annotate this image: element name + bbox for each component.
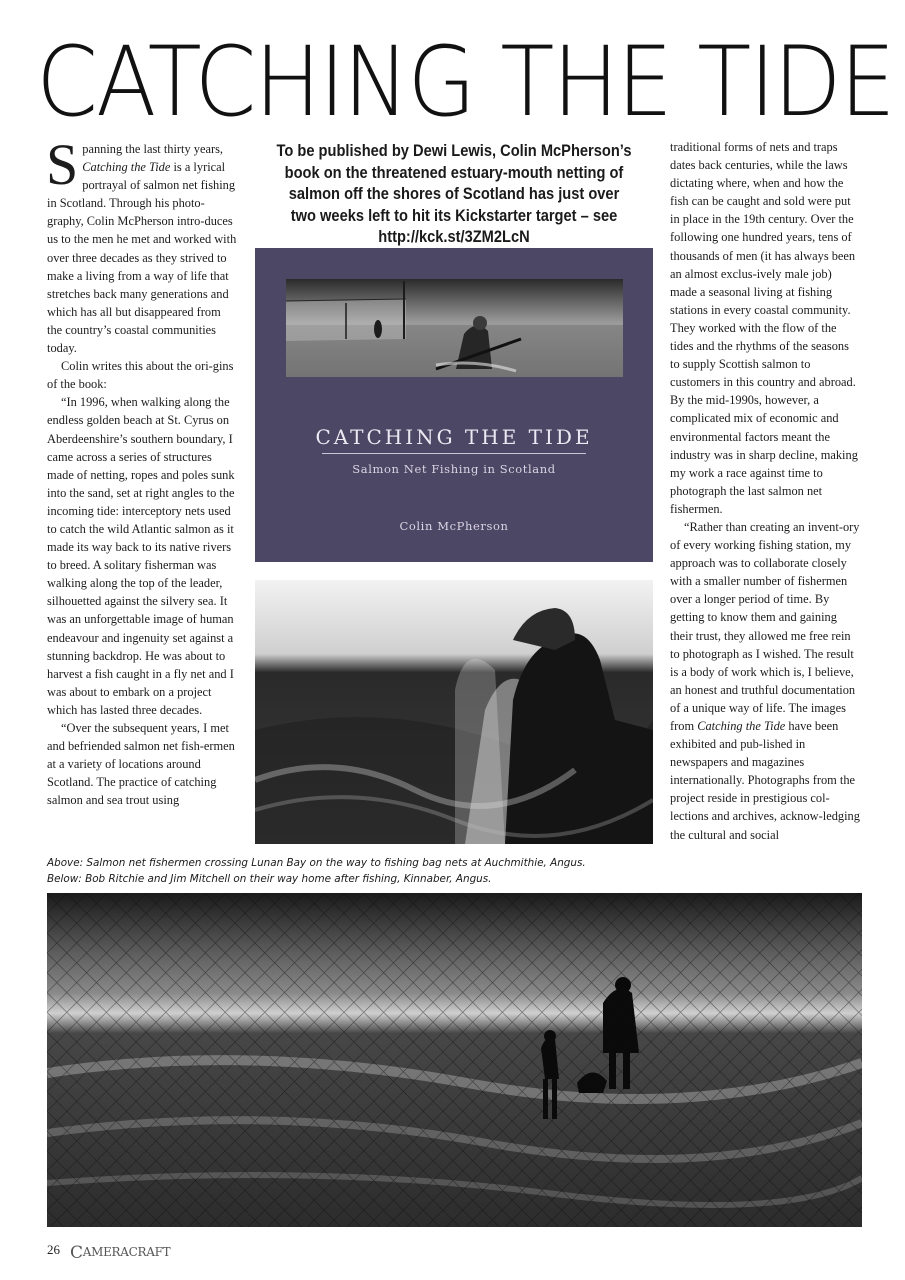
book-cover [255, 248, 653, 562]
paragraph-text: is a lyrical portrayal of salmon net fishing in Scotland. Through his photo-graphy, Colin McPherson intro-duces us to the men he met and worked with over three decades as they strived to make a living from a way of life that stretches back many generations and which has all but disappeared from the country’s coastal communities today. [47, 160, 237, 356]
caption-below: Below: Bob Ritchie and Jim Mitchell on their way home after fishing, Kinnaber, Angus. [47, 873, 492, 885]
photo-fishermen-kinnaber [47, 893, 862, 1227]
cover-author: Colin McPherson [399, 519, 509, 533]
cover-photo [286, 279, 623, 377]
cover-subtitle: Salmon Net Fishing in Scotland [352, 462, 556, 476]
paragraph: traditional forms of nets and traps dates back centuries, while the laws dictating where, when and how the fish can be caught and sold were put in place in the 19th century. Over the following one hundred years, tens of thousands of men (it has always been an almost exclus-ively male job) made a seasonal living at fishing stations in every coastal community. They worked with the flow of the tides and the rhythms of the seasons to supply Scottish salmon to customers in this country and abroad. By the mid-1990s, however, a complicated mix of economic and environmental factors meant the industry was in sharp decline, making my work a race against time to photograph the last salmon net fishermen. [670, 140, 858, 516]
paragraph-text: have been exhibited and pub-lished in newspapers and magazines internationally. Photographs from the project reside in prestigious col-lections and archives, acknow-ledging the cultural and social [670, 719, 860, 842]
logo-initial: C [70, 1243, 83, 1263]
book-title-italic: Catching the Tide [697, 719, 786, 733]
lead-text: panning the last thirty years, [82, 142, 224, 156]
paragraph: “In 1996, when walking along the endless golden beach at St. Cyrus on Aberdeenshire’s southern boundary, I came across a series of structures made of netting, ropes and poles sunk into the sand, set at right angles to the incoming tide: interceptory nets used to catch the wild Atlantic salmon as it made its way back to its native rivers to breed. A solitary fisherman was walking along the top of the leader, silhouetted against the silvery sea. It was an unforgettable image of human endeavour and ingenuity set against a stunning backdrop. He was about to harvest a fish caught in a fly net and I was about to embark on a project which has lasted three decades. [47, 395, 235, 717]
headline: CATCHING THE TIDE [36, 26, 894, 138]
standfirst: To be published by Dewi Lewis, Colin McPherson’s book on the threatened estuary-mouth netting of salmon off the shores of Scotland has just over two weeks left to hit its Kickstarter target – see http://kck.st/3ZM2LcN [276, 142, 632, 246]
drop-cap: S [46, 132, 79, 197]
paragraph: “Over the subsequent years, I met and befriended salmon net fish-ermen at a variety of locations around Scotland. The practice of catching salmon and sea trout using [47, 721, 235, 808]
cover-divider [322, 453, 586, 454]
paragraph: Colin writes this about the ori-gins of the book: [47, 359, 234, 392]
caption-above: Above: Salmon net fishermen crossing Lunan Bay on the way to fishing bag nets at Auchmithie, Angus. [47, 857, 586, 869]
paragraph-text: “Rather than creating an invent-ory of every working fishing station, my approach was to collaborate closely with a smaller number of fishermen over a longer period of time. By getting to know them and gaining their trust, they allowed me free rein to photograph as I wished. The result is a body of work which is, I believe, an honest and truthful documentation of a unique way of life. The images from [670, 519, 860, 733]
article-column-left [46, 132, 237, 809]
book-title-italic: Catching the Tide [82, 160, 171, 175]
magazine-logo [70, 1241, 170, 1261]
article-column-right [670, 138, 860, 844]
cover-title: CATCHING THE TIDE [315, 425, 593, 449]
photo-fishermen-lunan-bay [255, 580, 653, 844]
page-number: 26 [47, 1242, 60, 1257]
logo-text: AMERACRAFT [82, 1245, 171, 1259]
